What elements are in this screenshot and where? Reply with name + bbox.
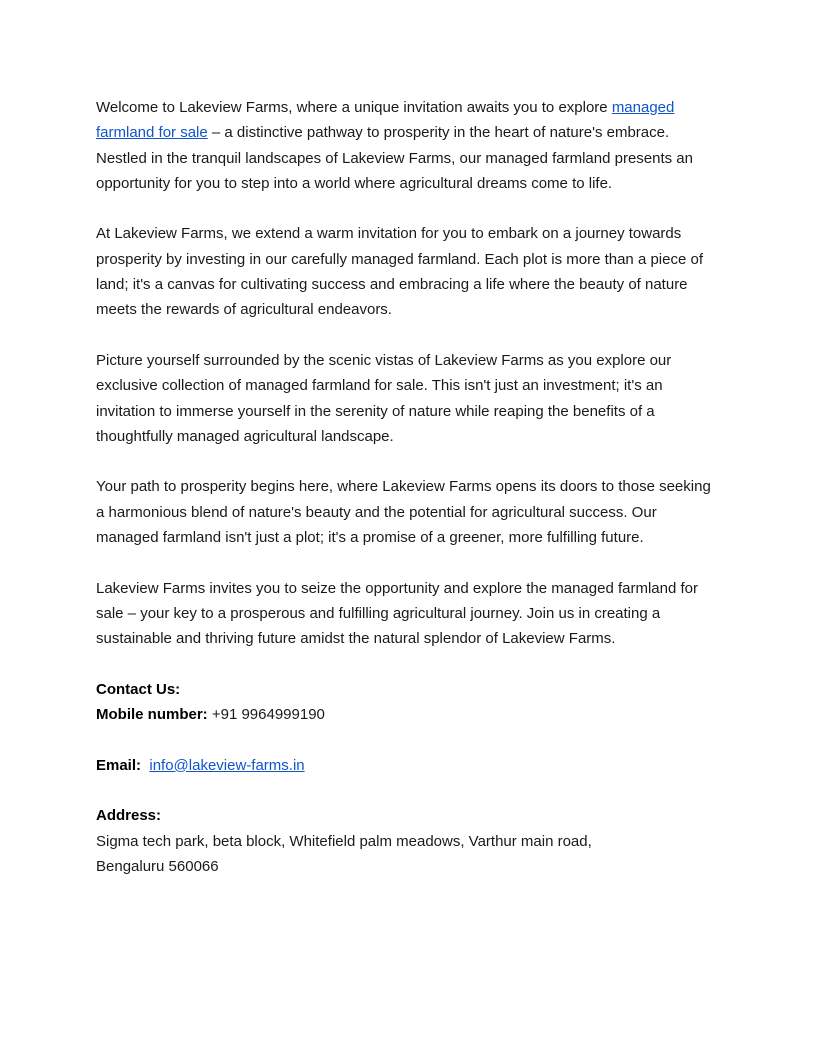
address-block xyxy=(96,803,722,879)
managed-farmland-link[interactable]: managed farmland for sale xyxy=(96,99,675,142)
intro-paragraph xyxy=(96,95,722,196)
prosperity-paragraph: Your path to prosperity begins here, where Lakeview Farms opens its doors to those seeking a harmonious blend of nature's beauty and the potential for agricultural success. Our managed farmland isn't just a plot; it's a promise of a greener, more fulfilling future. xyxy=(96,478,711,547)
mobile-value: +91 9964999190 xyxy=(207,706,325,724)
email-label: Email: xyxy=(96,756,142,774)
address-label: Address: xyxy=(96,807,162,825)
address-line-2: Bengaluru 560066 xyxy=(96,857,219,875)
vistas-paragraph: Picture yourself surrounded by the scenic vistas of Lakeview Farms as you explore our exclusive collection of managed farmland for sale. This isn't just an investment; it's an invitation to immerse yourself in the serenity of nature while reaping the benefits of a thoughtfully managed agricultural landscape. xyxy=(96,351,672,445)
intro-text-after: – a distinctive pathway to prosperity in the heart of nature's embrace. Nestled in the tranquil landscapes of Lakeview Farms, our managed farmland presents an opportunity for you to step into a world where agricultural dreams come to life. xyxy=(96,124,693,192)
intro-text-before: Welcome to Lakeview Farms, where a unique invitation awaits you to explore xyxy=(96,99,612,116)
email-block xyxy=(96,753,722,778)
contact-heading: Contact Us: xyxy=(96,680,181,698)
mobile-line xyxy=(96,702,722,727)
closing-paragraph: Lakeview Farms invites you to seize the opportunity and explore the managed farmland for sale – your key to a prosperous and fulfilling agricultural journey. Join us in creating a sustainable and thriving future amidst the natural splendor of Lakeview Farms. xyxy=(96,579,698,648)
document-page xyxy=(96,95,722,905)
email-link[interactable]: info@lakeview-farms.in xyxy=(149,756,305,774)
contact-block xyxy=(96,677,722,728)
invitation-paragraph: At Lakeview Farms, we extend a warm invitation for you to embark on a journey towards prosperity by investing in our carefully managed farmland. Each plot is more than a piece of land; it's a canvas for cultivating success and embracing a life where the beauty of nature meets the rewards of agricultural endeavors. xyxy=(96,225,703,319)
address-line-1: Sigma tech park, beta block, Whitefield palm meadows, Varthur main road, xyxy=(96,832,592,850)
mobile-label: Mobile number: xyxy=(96,706,208,724)
